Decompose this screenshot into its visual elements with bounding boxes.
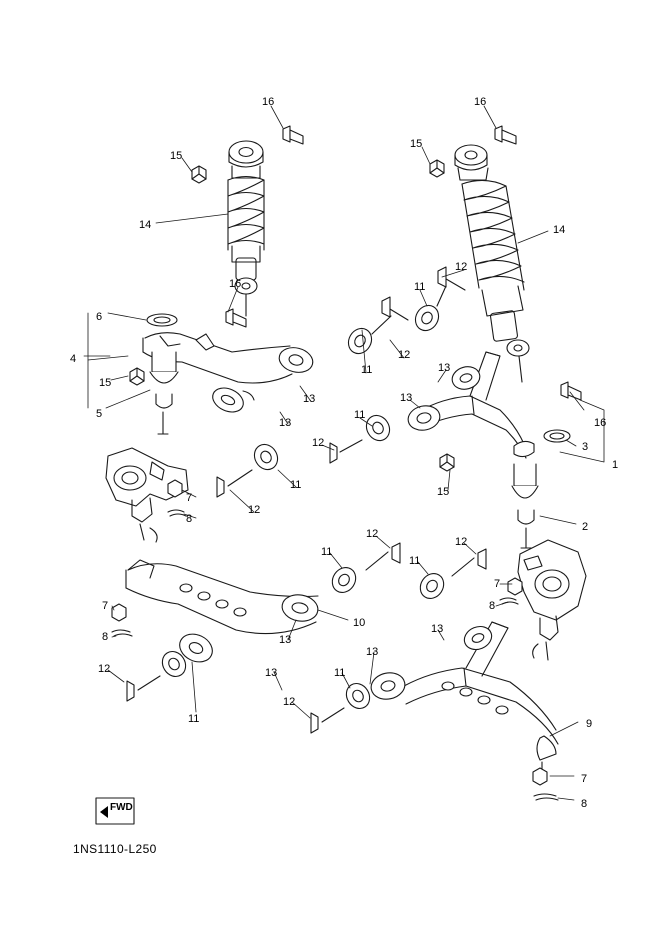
callout-5: 5 <box>96 408 103 420</box>
callout-7: 7 <box>186 492 193 504</box>
callout-14: 14 <box>553 224 566 236</box>
callout-6: 6 <box>96 311 103 323</box>
callout-4: 4 <box>70 353 77 365</box>
callout-13: 13 <box>303 393 316 405</box>
nut-15-upper-left <box>192 166 206 183</box>
bolt-16-upper-left <box>283 126 303 144</box>
callout-1: 1 <box>612 459 619 471</box>
callout-15: 15 <box>99 377 112 389</box>
cotter-pin-8-right-lower <box>534 794 558 800</box>
steering-knuckle-right <box>500 540 586 660</box>
callout-13: 13 <box>431 623 444 635</box>
bolt-12-bushing-11-ur-1 <box>411 267 465 335</box>
callout-11: 11 <box>361 364 373 376</box>
callout-16: 16 <box>229 278 242 290</box>
callout-15: 15 <box>170 150 183 162</box>
callout-7: 7 <box>581 773 588 785</box>
cotter-pin-8-left-lower <box>112 630 132 636</box>
callout-15: 15 <box>410 138 423 150</box>
bolt-12-bushing-11-ll-1 <box>328 543 400 597</box>
callout-16: 16 <box>594 417 607 429</box>
lower-arm-left <box>126 560 320 667</box>
callout-13: 13 <box>279 417 292 429</box>
bolt-12-bushing-11-ll-3 <box>127 647 190 701</box>
bolt-12-bushing-11-ll-2 <box>416 549 486 603</box>
callout-15: 15 <box>437 486 450 498</box>
callout-11: 11 <box>321 546 333 558</box>
callout-8: 8 <box>489 600 496 612</box>
callout-13: 13 <box>366 646 379 658</box>
callout-8: 8 <box>102 631 109 643</box>
upper-arm-right <box>406 352 570 548</box>
lower-arm-right <box>369 622 558 772</box>
part-code-label: 1NS1110-L250 <box>73 842 157 856</box>
callout-11: 11 <box>290 479 302 491</box>
callout-13: 13 <box>265 667 278 679</box>
callout-10: 10 <box>353 617 366 629</box>
callout-9: 9 <box>586 718 593 730</box>
callout-11: 11 <box>334 667 346 679</box>
callout-12: 12 <box>398 349 411 361</box>
callout-12: 12 <box>98 663 111 675</box>
bolt-12-bushing-11-ll-4 <box>311 679 374 733</box>
bolt-16-right-arm <box>561 382 581 400</box>
callout-12: 12 <box>312 437 325 449</box>
callout-13: 13 <box>438 362 451 374</box>
nut-15-upper-right <box>430 160 444 177</box>
callout-2: 2 <box>582 521 589 533</box>
upper-arm-left <box>143 314 315 434</box>
callout-12: 12 <box>455 536 468 548</box>
callout-7: 7 <box>102 600 109 612</box>
nut-7-left-lower <box>112 604 126 621</box>
callout-13: 13 <box>400 392 413 404</box>
callout-13: 13 <box>279 634 292 646</box>
fwd-label: FWD <box>110 802 133 813</box>
steering-knuckle-left <box>106 448 188 542</box>
bolt-16-upper-right <box>495 126 516 144</box>
callout-3: 3 <box>582 441 589 453</box>
callout-12: 12 <box>366 528 379 540</box>
nut-15-left-arm <box>130 368 144 385</box>
callout-11: 11 <box>188 713 200 725</box>
bolt-12-bushing-11-l-2 <box>217 440 282 497</box>
nut-15-right-arm <box>440 454 454 471</box>
callout-12: 12 <box>455 261 468 273</box>
callout-7: 7 <box>494 578 501 590</box>
bolt-16-lower-left <box>226 309 246 327</box>
callout-11: 11 <box>354 409 366 421</box>
callout-8: 8 <box>581 798 588 810</box>
callout-16: 16 <box>262 96 275 108</box>
callout-8: 8 <box>186 513 193 525</box>
nut-7-right-lower <box>533 768 547 785</box>
callout-12: 12 <box>283 696 296 708</box>
callout-14: 14 <box>139 219 152 231</box>
callout-11: 11 <box>409 555 421 567</box>
callout-11: 11 <box>414 281 426 293</box>
callout-16: 16 <box>474 96 487 108</box>
callout-12: 12 <box>248 504 261 516</box>
